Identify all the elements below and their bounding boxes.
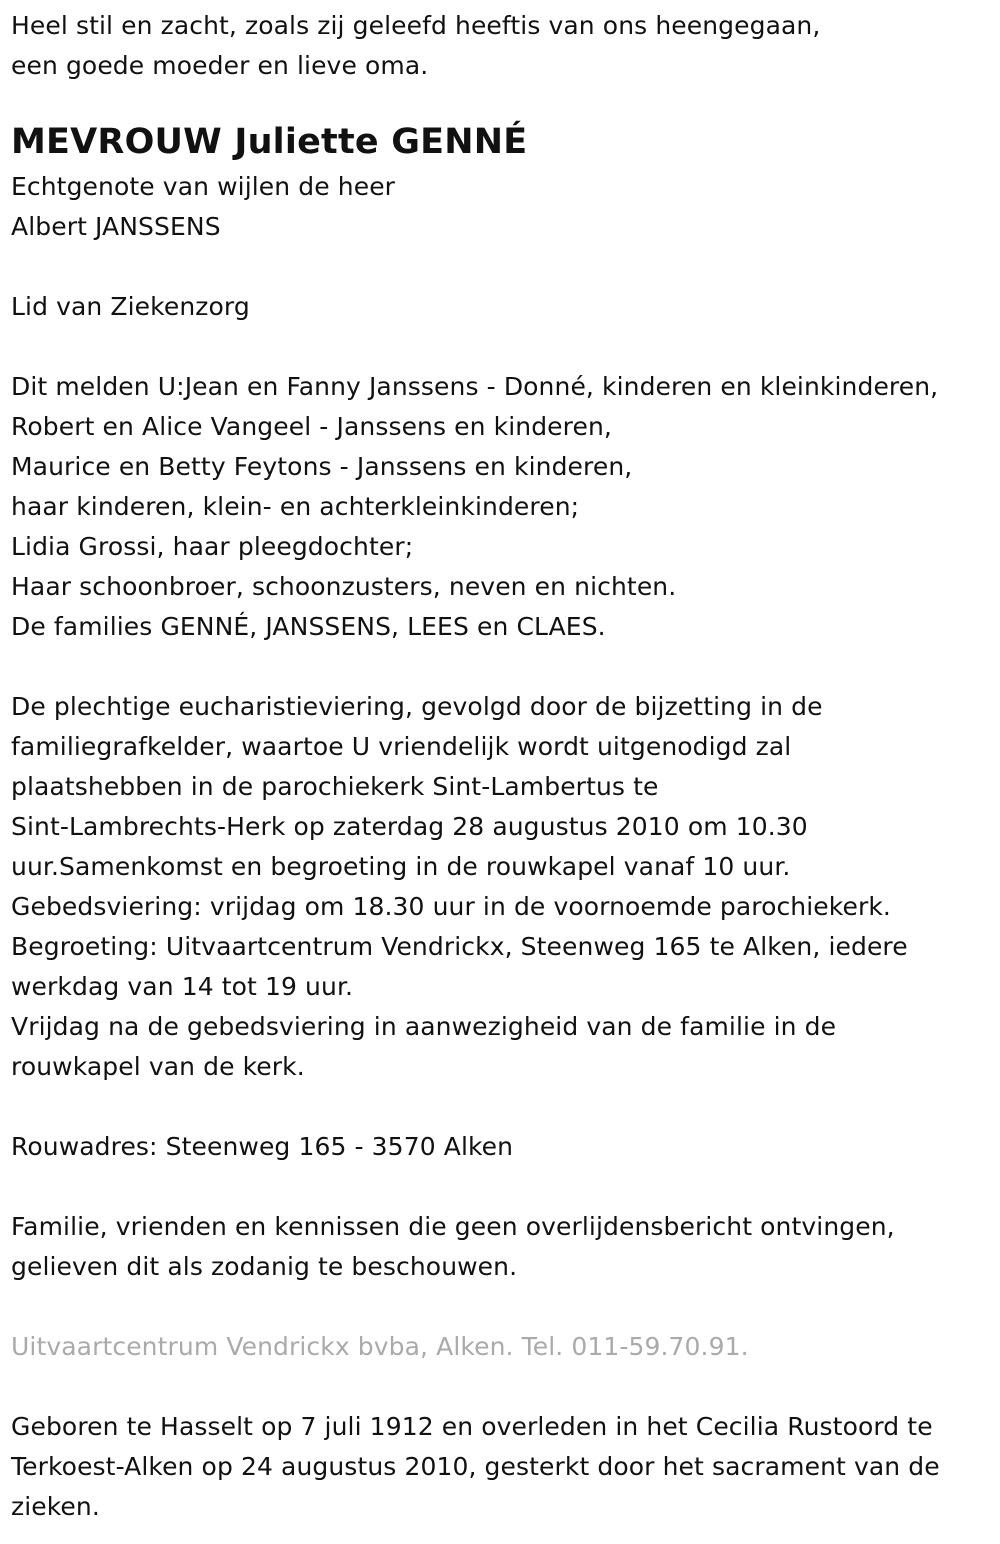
family-line: Haar schoonbroer, schoonzusters, neven en nichten.: [11, 572, 677, 601]
intro-line: een goede moeder en lieve oma.: [11, 51, 429, 80]
spouse-section: [11, 167, 996, 247]
funeral-home-credit: Uitvaartcentrum Vendrickx bvba, Alken. Tel. 011-59.70.91.: [11, 1332, 749, 1361]
birth-death-line: Terkoest-Alken op 24 augustus 2010, gesterkt door het sacrament van de: [11, 1452, 940, 1481]
mourning-address: Rouwadres: Steenweg 165 - 3570 Alken: [11, 1132, 514, 1161]
ceremony-line: Begroeting: Uitvaartcentrum Vendrickx, Steenweg 165 te Alken, iedere: [11, 932, 908, 961]
family-section: [11, 367, 996, 647]
ceremony-line: Vrijdag na de gebedsviering in aanwezigheid van de familie in de: [11, 1012, 837, 1041]
ceremony-line: uur.Samenkomst en begroeting in de rouwkapel vanaf 10 uur.: [11, 852, 791, 881]
ceremony-section: [11, 687, 996, 1087]
spacer: [11, 1367, 996, 1407]
spacer: [11, 1287, 996, 1327]
ceremony-line: Gebedsviering: vrijdag om 18.30 uur in de voornoemde parochiekerk.: [11, 892, 891, 921]
birth-death-line: Geboren te Hasselt op 7 juli 1912 en overleden in het Cecilia Rustoord te: [11, 1412, 933, 1441]
spacer: [11, 1087, 996, 1127]
birth-death-section: [11, 1407, 996, 1527]
membership: Lid van Ziekenzorg: [11, 292, 250, 321]
spouse-line: Echtgenote van wijlen de heer: [11, 172, 396, 201]
closing-line: gelieven dit als zodanig te beschouwen.: [11, 1252, 518, 1281]
ceremony-line: rouwkapel van de kerk.: [11, 1052, 305, 1081]
ceremony-line: plaatshebben in de parochiekerk Sint-Lambertus te: [11, 772, 659, 801]
spacer: [11, 247, 996, 287]
family-line: Dit melden U:Jean en Fanny Janssens - Donné, kinderen en kleinkinderen,: [11, 372, 939, 401]
spacer: [11, 327, 996, 367]
ceremony-line: Sint-Lambrechts-Herk op zaterdag 28 augustus 2010 om 10.30: [11, 812, 808, 841]
birth-death-line: zieken.: [11, 1492, 100, 1521]
closing-section: [11, 1207, 996, 1287]
spouse-line: Albert JANSSENS: [11, 212, 221, 241]
family-line: Maurice en Betty Feytons - Janssens en kinderen,: [11, 452, 633, 481]
family-line: Lidia Grossi, haar pleegdochter;: [11, 532, 414, 561]
intro-line: Heel stil en zacht, zoals zij geleefd heeftis van ons heengegaan,: [11, 11, 821, 40]
obituary-notice: [11, 6, 996, 1527]
closing-line: Familie, vrienden en kennissen die geen overlijdensbericht ontvingen,: [11, 1212, 895, 1241]
family-line: De families GENNÉ, JANSSENS, LEES en CLAES.: [11, 612, 606, 641]
ceremony-line: werkdag van 14 tot 19 uur.: [11, 972, 354, 1001]
spacer: [11, 647, 996, 687]
deceased-name: MEVROUW Juliette GENNÉ: [11, 122, 528, 162]
family-line: Robert en Alice Vangeel - Janssens en kinderen,: [11, 412, 612, 441]
spacer: [11, 1167, 996, 1207]
ceremony-line: familiegrafkelder, waartoe U vriendelijk wordt uitgenodigd zal: [11, 732, 792, 761]
family-line: haar kinderen, klein- en achterkleinkinderen;: [11, 492, 580, 521]
ceremony-line: De plechtige eucharistieviering, gevolgd door de bijzetting in de: [11, 692, 823, 721]
intro-section: [11, 6, 996, 86]
